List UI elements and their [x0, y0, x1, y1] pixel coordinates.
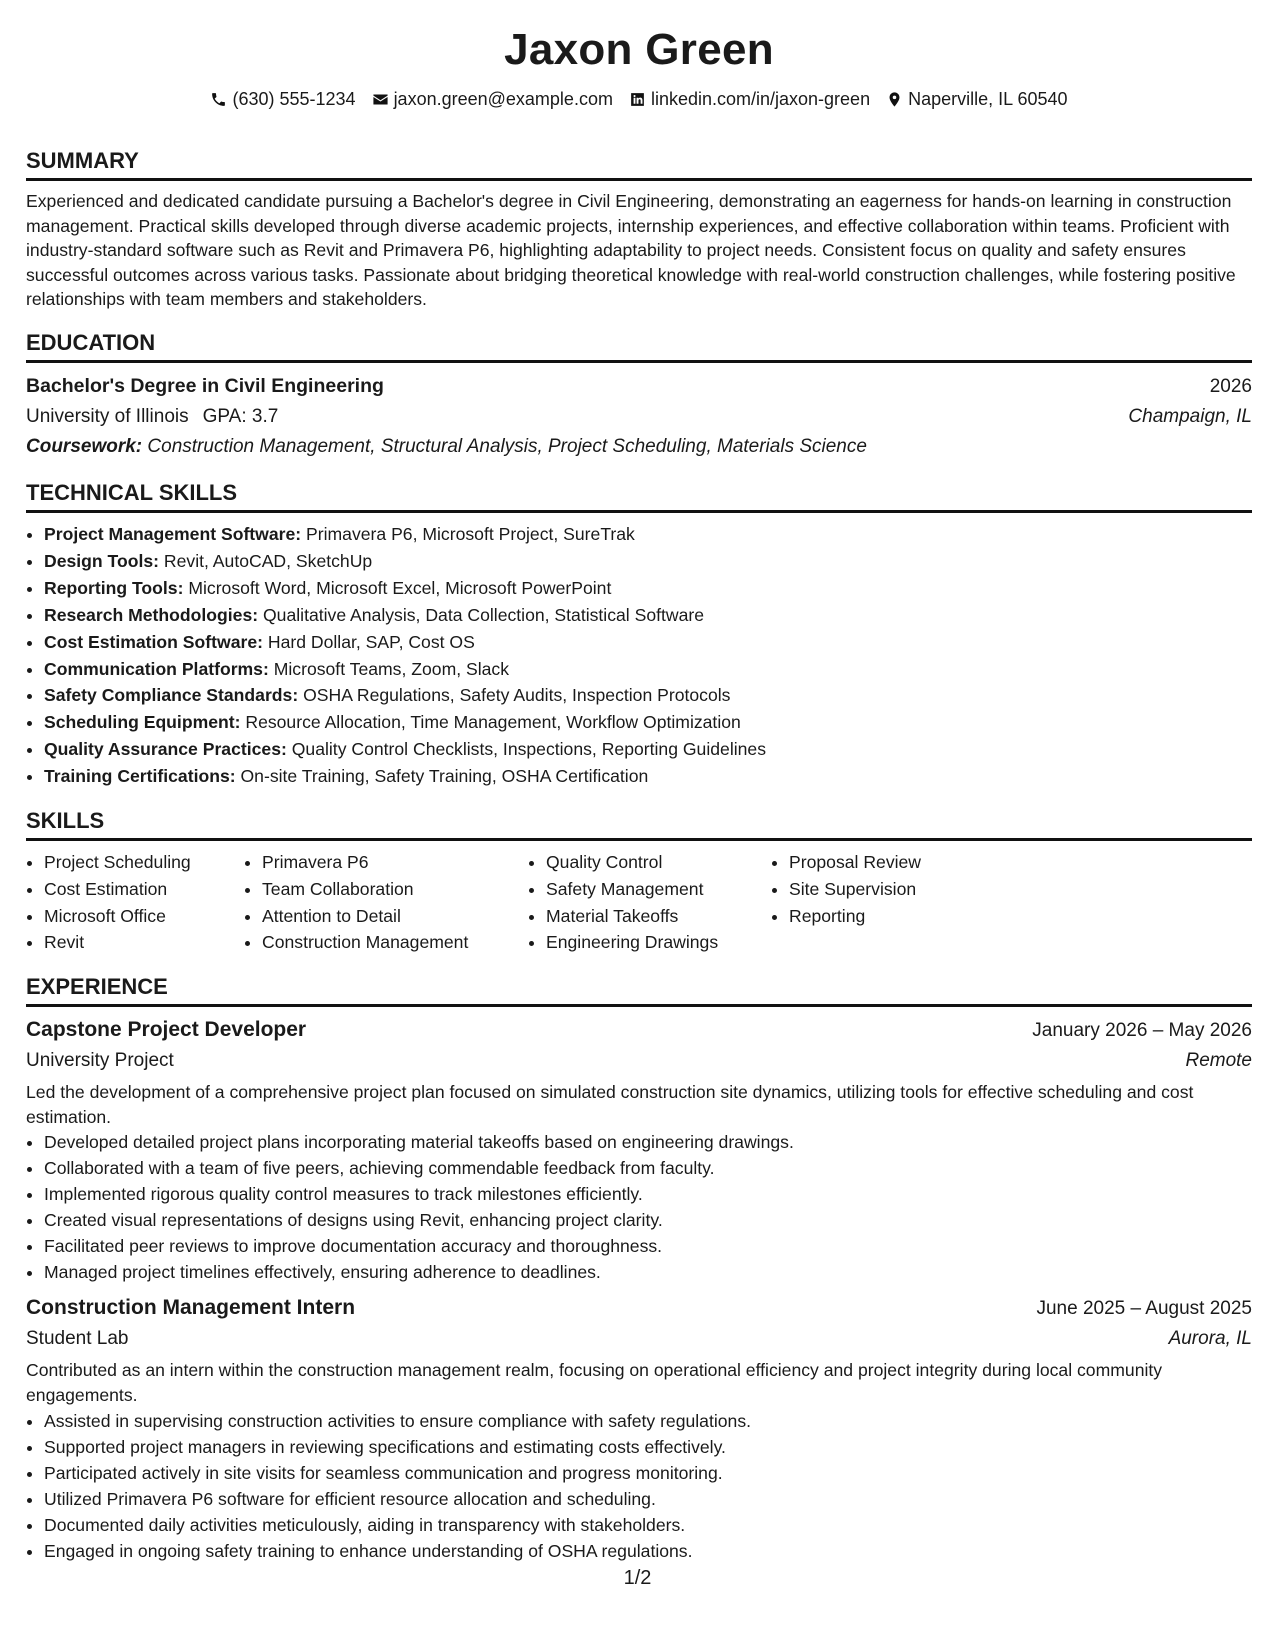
list-item: • Assisted in supervising construction activities to ensure compliance with safety regulations.	[44, 1408, 1252, 1434]
coursework-label: Coursework:	[26, 435, 143, 457]
list-item: • Cost Estimation	[44, 876, 244, 903]
job-header	[26, 1015, 1252, 1046]
list-item: • Microsoft Office	[44, 903, 244, 930]
education-row-school	[26, 402, 1252, 432]
experience-section	[26, 974, 1252, 1563]
degree-name: Bachelor's Degree in Civil Engineering	[26, 374, 384, 397]
envelope-icon	[372, 91, 389, 108]
skill-values: On-site Training, Safety Training, OSHA Certification	[240, 766, 649, 787]
list-item: • Attention to Detail	[262, 903, 528, 930]
skill-category: Quality Assurance Practices:	[44, 739, 287, 760]
skill-values: Revit, AutoCAD, SketchUp	[163, 550, 373, 571]
section-title-technical-skills: TECHNICAL SKILLS	[26, 480, 1252, 513]
page-number: 1/2	[623, 1567, 652, 1589]
job-organization: Student Lab	[26, 1328, 129, 1350]
list-item: • Team Collaboration	[262, 876, 528, 903]
list-item	[44, 575, 1252, 602]
job-entry	[26, 1293, 1252, 1563]
job-subheader	[26, 1324, 1252, 1354]
list-item	[44, 521, 1252, 548]
list-item: • Participated actively in site visits for seamless communication and progress monitoring.	[44, 1460, 1252, 1486]
list-item: • Engineering Drawings	[546, 929, 771, 956]
map-pin-icon	[886, 91, 903, 108]
contact-email[interactable]	[372, 88, 613, 110]
linkedin-icon	[629, 91, 646, 108]
technical-skills-list	[26, 521, 1252, 790]
list-item	[44, 656, 1252, 683]
skill-category: Research Methodologies:	[44, 604, 259, 625]
list-item	[44, 736, 1252, 763]
list-item	[44, 629, 1252, 656]
list-item: • Quality Control	[546, 849, 771, 876]
job-entry	[26, 1015, 1252, 1285]
skill-category: Training Certifications:	[44, 766, 236, 787]
skill-category: Scheduling Equipment:	[44, 712, 241, 733]
skills-column	[26, 849, 244, 956]
job-dates: June 2025 – August 2025	[1036, 1298, 1252, 1320]
job-location: Remote	[1185, 1050, 1252, 1072]
graduation-year: 2026	[1209, 375, 1252, 397]
phone-icon	[210, 91, 227, 108]
job-description: Led the development of a comprehensive project plan focused on simulated construction site dynamics, utilizing tools for effective scheduling and cost estimation.	[26, 1082, 1194, 1127]
job-title: Capstone Project Developer	[26, 1018, 307, 1042]
list-item: • Material Takeoffs	[546, 903, 771, 930]
section-title-summary: SUMMARY	[26, 148, 1252, 181]
job-bullets	[26, 1408, 1252, 1564]
school-info	[26, 402, 278, 432]
skill-values: Qualitative Analysis, Data Collection, Statistical Software	[263, 604, 705, 625]
list-item: • Revit	[44, 929, 244, 956]
list-item: • Implemented rigorous quality control measures to track milestones efficiently.	[44, 1181, 1252, 1207]
skill-values: Quality Control Checklists, Inspections, Reporting Guidelines	[291, 739, 767, 760]
candidate-name: Jaxon Green	[504, 25, 774, 74]
contact-linkedin[interactable]	[629, 88, 870, 110]
summary-text: Experienced and dedicated candidate pursuing a Bachelor's degree in Civil Engineering, demonstrating an eagerness for hands-on learning in construction management. Practical skills developed through diverse academic projects, internship experiences, and effective collaboration within teams. Proficient with industry-standard software such as Revit and Primavera P6, highlighting adaptability to project needs. Consistent focus on quality and safety ensures successful outcomes across various tasks. Passionate about bridging theoretical knowledge with real-world construction challenges, while fostering positive relationships with team members and stakeholders.	[26, 191, 1236, 310]
skill-values: Microsoft Teams, Zoom, Slack	[273, 658, 510, 679]
section-title-skills: SKILLS	[26, 808, 1252, 841]
list-item: • Supported project managers in reviewing specifications and estimating costs effectively.	[44, 1434, 1252, 1460]
skills-column	[771, 849, 989, 956]
skill-values: Resource Allocation, Time Management, Workflow Optimization	[245, 712, 741, 733]
list-item: • Utilized Primavera P6 software for efficient resource allocation and scheduling.	[44, 1486, 1252, 1512]
list-item: • Proposal Review	[789, 849, 989, 876]
skill-values: Hard Dollar, SAP, Cost OS	[267, 631, 475, 652]
skill-values: Microsoft Word, Microsoft Excel, Microsoft PowerPoint	[188, 577, 612, 598]
list-item: • Site Supervision	[789, 876, 989, 903]
contact-bar	[26, 88, 1252, 110]
skill-category: Communication Platforms:	[44, 658, 269, 679]
location-text: Naperville, IL 60540	[908, 89, 1068, 109]
resume-page	[26, 0, 1252, 1572]
coursework-list: Construction Management, Structural Analysis, Project Scheduling, Materials Science	[147, 435, 867, 457]
skills-grid	[26, 849, 1252, 956]
education-section	[26, 330, 1252, 462]
list-item: • Created visual representations of designs using Revit, enhancing project clarity.	[44, 1207, 1252, 1233]
school-location: Champaign, IL	[1128, 405, 1252, 427]
skill-values: Primavera P6, Microsoft Project, SureTrak	[306, 523, 635, 544]
email-text: jaxon.green@example.com	[393, 89, 613, 109]
gpa: GPA: 3.7	[202, 405, 279, 427]
skills-section	[26, 808, 1252, 956]
list-item: • Construction Management	[262, 929, 528, 956]
skill-category: Project Management Software:	[44, 523, 302, 544]
section-title-education: EDUCATION	[26, 330, 1252, 363]
technical-skills-section	[26, 480, 1252, 790]
list-item: • Primavera P6	[262, 849, 528, 876]
list-item: • Collaborated with a team of five peers, achieving commendable feedback from faculty.	[44, 1155, 1252, 1181]
job-bullets	[26, 1129, 1252, 1285]
list-item	[44, 602, 1252, 629]
contact-location	[886, 88, 1067, 110]
list-item: • Facilitated peer reviews to improve documentation accuracy and thoroughness.	[44, 1233, 1252, 1259]
phone-text: (630) 555-1234	[232, 89, 356, 109]
section-title-experience: EXPERIENCE	[26, 974, 1252, 1007]
school-name: University of Illinois	[26, 405, 189, 427]
coursework	[26, 432, 1252, 462]
skill-category: Safety Compliance Standards:	[44, 685, 299, 706]
education-row-degree	[26, 371, 1252, 402]
list-item: • Managed project timelines effectively, ensuring adherence to deadlines.	[44, 1259, 1252, 1285]
job-dates: January 2026 – May 2026	[1032, 1020, 1252, 1042]
list-item: • Safety Management	[546, 876, 771, 903]
job-subheader	[26, 1046, 1252, 1076]
list-item	[44, 682, 1252, 709]
list-item	[44, 548, 1252, 575]
summary-section	[26, 148, 1252, 312]
skills-column	[528, 849, 771, 956]
job-location: Aurora, IL	[1168, 1328, 1252, 1350]
skill-category: Cost Estimation Software:	[44, 631, 263, 652]
skill-values: OSHA Regulations, Safety Audits, Inspection Protocols	[303, 685, 731, 706]
job-header	[26, 1293, 1252, 1324]
job-organization: University Project	[26, 1050, 174, 1072]
job-description: Contributed as an intern within the construction management realm, focusing on operational efficiency and project integrity during local community engagements.	[26, 1360, 1163, 1405]
list-item	[44, 709, 1252, 736]
list-item: • Reporting	[789, 903, 989, 930]
list-item: • Project Scheduling	[44, 849, 244, 876]
list-item: • Engaged in ongoing safety training to enhance understanding of OSHA regulations.	[44, 1538, 1252, 1564]
linkedin-text: linkedin.com/in/jaxon-green	[650, 89, 871, 109]
job-title: Construction Management Intern	[26, 1296, 356, 1320]
contact-phone[interactable]	[210, 88, 355, 110]
list-item: • Documented daily activities meticulously, aiding in transparency with stakeholders.	[44, 1512, 1252, 1538]
skill-category: Design Tools:	[44, 550, 160, 571]
list-item	[44, 763, 1252, 790]
list-item: • Developed detailed project plans incorporating material takeoffs based on engineering drawings.	[44, 1129, 1252, 1155]
skills-column	[244, 849, 528, 956]
skill-category: Reporting Tools:	[44, 577, 184, 598]
